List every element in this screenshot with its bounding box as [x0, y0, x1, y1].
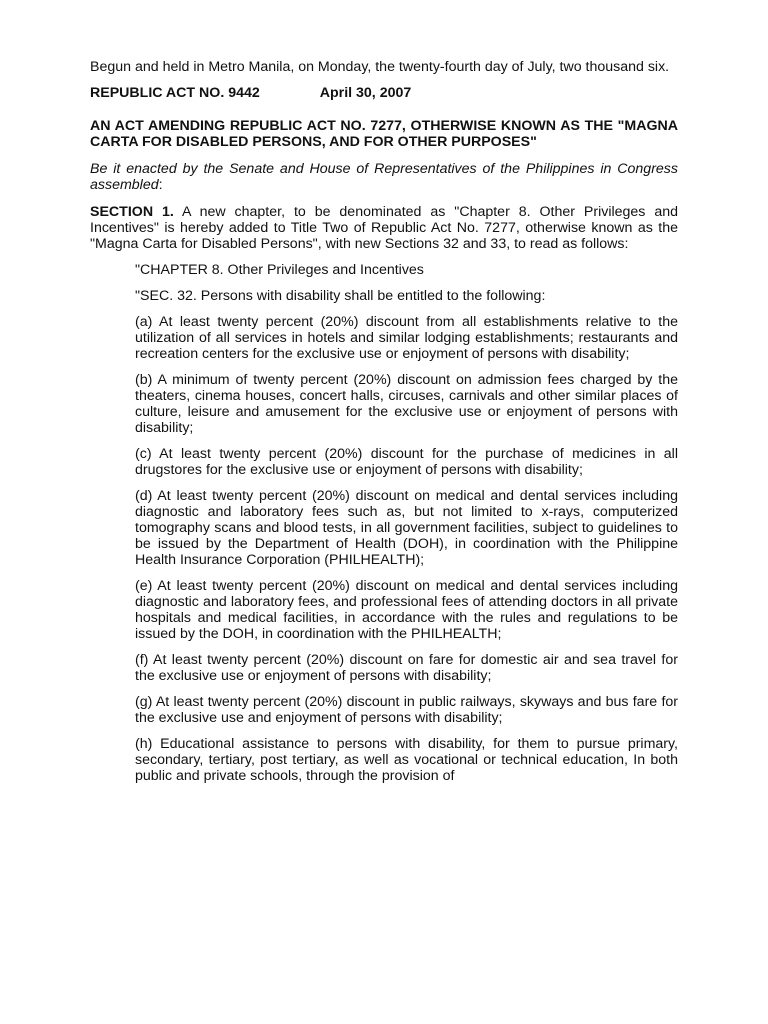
document-page	[90, 59, 678, 784]
list-item-f: (f) At least twenty percent (20%) discount on fare for domestic air and sea travel for the exclusive use or enjoyment of persons with disability;	[135, 652, 678, 684]
enacting-clause-punct: :	[158, 177, 163, 193]
chapter-heading: "CHAPTER 8. Other Privileges and Incentives	[135, 262, 424, 278]
list-item-b: (b) A minimum of twenty percent (20%) discount on admission fees charged by the theaters, cinema houses, concert halls, circuses, carnivals and other similar places of culture, leisure and amusement for the exclusive use or enjoyment of persons with disability;	[135, 372, 678, 436]
intro-paragraph: Begun and held in Metro Manila, on Monday, the twenty-fourth day of July, two thousand six.	[90, 59, 670, 75]
list-item-c: (c) At least twenty percent (20%) discount for the purchase of medicines in all drugstores for the exclusive use or enjoyment of persons with disability;	[135, 446, 678, 478]
list-item-h: (h) Educational assistance to persons with disability, for them to pursue primary, secondary, tertiary, post tertiary, as well as vocational or technical education, In both public and private schools, through the provision of	[135, 736, 678, 784]
list-item-a: (a) At least twenty percent (20%) discount from all establishments relative to the utilization of all services in hotels and similar lodging establishments; restaurants and recreation centers for the exclusive use or enjoyment of persons with disability;	[135, 314, 678, 362]
act-title: AN ACT AMENDING REPUBLIC ACT NO. 7277, OTHERWISE KNOWN AS THE "MAGNA CARTA FOR DISABLED PERSONS, AND FOR OTHER PURPOSES"	[90, 118, 678, 150]
act-date: April 30, 2007	[319, 85, 412, 101]
list-item-d: (d) At least twenty percent (20%) discount on medical and dental services including diagnostic and laboratory fees such as, but not limited to x-rays, computerized tomography scans and blood tests, in all government facilities, subject to guidelines to be issued by the Department of Health (DOH), in coordination with the Philippine Health Insurance Corporation (PHILHEALTH);	[135, 488, 678, 568]
sec-32-intro: "SEC. 32. Persons with disability shall be entitled to the following:	[135, 288, 546, 304]
quoted-amendment	[135, 262, 678, 784]
enacting-clause-text: Be it enacted by the Senate and House of Representatives of the Philippines in Congress assembled	[90, 161, 678, 193]
section-1-paragraph	[90, 204, 678, 252]
list-item-g: (g) At least twenty percent (20%) discount in public railways, skyways and bus fare for the exclusive use and enjoyment of persons with disability;	[135, 694, 678, 726]
act-number-line	[90, 85, 678, 101]
act-number: REPUBLIC ACT NO. 9442	[90, 85, 260, 101]
section-1-text: A new chapter, to be denominated as "Chapter 8. Other Privileges and Incentives" is hereby added to Title Two of Republic Act No. 7277, otherwise known as the "Magna Carta for Disabled Persons", with new Sections 32 and 33, to read as follows:	[90, 204, 678, 252]
list-item-e: (e) At least twenty percent (20%) discount on medical and dental services including diagnostic and laboratory fees, and professional fees of attending doctors in all private hospitals and medical facilities, in accordance with the rules and regulations to be issued by the DOH, in coordination with the PHILHEALTH;	[135, 578, 678, 642]
enacting-clause	[90, 161, 678, 193]
section-1-label: SECTION 1.	[90, 204, 174, 220]
